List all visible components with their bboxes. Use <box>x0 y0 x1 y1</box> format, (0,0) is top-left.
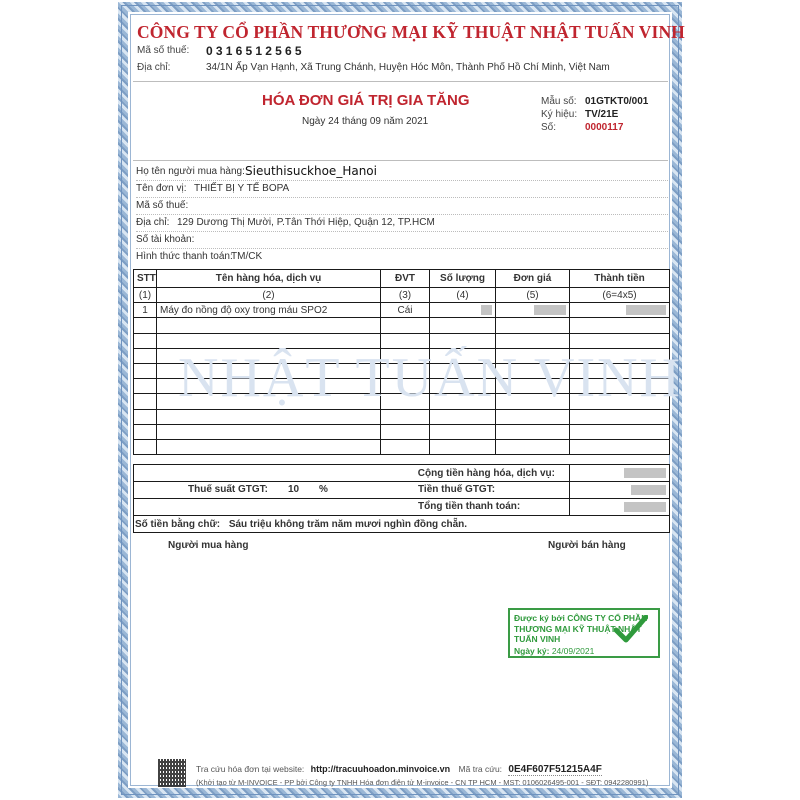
row-price <box>496 303 570 318</box>
buyer-tax-label: Mã số thuế: <box>136 200 189 211</box>
summary-table <box>133 464 670 533</box>
buyer-account-row <box>136 232 668 249</box>
total-row <box>134 499 670 516</box>
items-table <box>133 269 670 455</box>
buyer-name-value: Sieuthisuckhoe_Hanoi <box>245 164 377 178</box>
header-unit: ĐVT <box>381 270 430 288</box>
buyer-unit-label: Tên đơn vị: <box>136 183 187 194</box>
vat-cell <box>134 482 570 499</box>
symbol-label: Ký hiệu: <box>541 109 578 120</box>
buyer-name-label: Họ tên người mua hàng: <box>136 166 245 177</box>
empty-row <box>134 379 670 394</box>
vat-rate-unit: % <box>319 484 328 495</box>
divider <box>133 81 668 82</box>
empty-row <box>134 348 670 363</box>
buyer-signature-label: Người mua hàng <box>168 540 249 551</box>
in-words-value: Sáu triệu không trăm năm mươi nghìn đồng chẵn. <box>228 518 468 530</box>
header-name: Tên hàng hóa, dịch vụ <box>157 270 381 288</box>
row-unit: Cái <box>381 303 430 318</box>
empty-row <box>134 424 670 439</box>
lookup-code: 0E4F607F51215A4F <box>508 764 602 775</box>
subtotal-label: Cộng tiền hàng hóa, dịch vụ: <box>134 465 570 482</box>
form-label: Mẫu số: <box>541 96 577 107</box>
seller-address: 34/1N Ấp Vạn Hạnh, Xã Trung Chánh, Huyện Hóc Môn, Thành Phố Hồ Chí Minh, Việt Nam <box>206 62 610 73</box>
seller-signature-label: Người bán hàng <box>548 540 626 551</box>
redacted-subtotal <box>624 468 666 478</box>
in-words-label: Số tiền bằng chữ: <box>135 518 221 530</box>
colnum-5: (5) <box>496 288 570 303</box>
empty-row <box>134 439 670 454</box>
code-label: Mã tra cứu: <box>458 764 503 774</box>
buyer-unit-row <box>136 181 668 198</box>
invoice-title: HÓA ĐƠN GIÁ TRỊ GIA TĂNG <box>262 92 470 109</box>
form-value: 01GTKT0/001 <box>585 96 649 107</box>
redacted-qty <box>481 305 492 315</box>
empty-row <box>134 333 670 348</box>
number-label: Số: <box>541 122 557 133</box>
seller-address-label: Địa chỉ: <box>137 62 171 73</box>
colnum-2: (2) <box>157 288 381 303</box>
buyer-tax-row <box>136 198 668 215</box>
buyer-account-label: Số tài khoản: <box>136 234 195 245</box>
colnum-6: (6=4x5) <box>570 288 670 303</box>
invoice-number: 0000117 <box>585 122 624 133</box>
lookup-url[interactable]: http://tracuuhoadon.minvoice.vn <box>310 764 451 774</box>
table-header-row <box>134 270 670 288</box>
symbol-value: TV/21E <box>585 109 619 120</box>
header-price: Đơn giá <box>496 270 570 288</box>
buyer-payment-row <box>136 249 668 265</box>
lookup-line <box>196 764 602 775</box>
vat-amount-label: Tiền thuế GTGT: <box>418 484 496 495</box>
colnum-4: (4) <box>430 288 496 303</box>
buyer-address-value: 129 Dương Thị Mười, P.Tân Thới Hiệp, Quận 12, TP.HCM <box>177 217 435 228</box>
redacted-total <box>624 502 666 512</box>
empty-row <box>134 394 670 409</box>
digital-signature-stamp <box>508 608 660 658</box>
header-amount: Thành tiền <box>570 270 670 288</box>
divider <box>133 160 668 161</box>
row-amount <box>570 303 670 318</box>
checkmark-icon <box>614 615 648 643</box>
row-name: Máy đo nồng độ oxy trong máu SPO2 <box>157 303 381 318</box>
invoice-date: Ngày 24 tháng 09 năm 2021 <box>302 116 429 127</box>
empty-row <box>134 409 670 424</box>
in-words-cell <box>134 516 670 533</box>
provider-info: (Khởi tạo từ M-INVOICE - PP bởi Công ty TNHH Hóa đơn điện tử M-invoice - CN TP HCM - MST: 0106026495-001 - SĐT: 0942280991) <box>196 778 649 787</box>
vat-rate-label: Thuế suất GTGT: <box>188 484 268 495</box>
header-qty: Số lượng <box>430 270 496 288</box>
buyer-unit-value: THIẾT BỊ Y TẾ BOPA <box>194 183 290 194</box>
vat-rate-value: 10 <box>288 484 300 495</box>
total-value <box>570 499 670 516</box>
table-row <box>134 303 670 318</box>
in-words-row <box>134 516 670 533</box>
header-stt: STT <box>134 270 157 288</box>
subtotal-value <box>570 465 670 482</box>
redacted-price <box>534 305 566 315</box>
buyer-address-row <box>136 215 668 232</box>
vat-row <box>134 482 670 499</box>
buyer-name-row <box>136 164 668 181</box>
watermark: NHẬT TUẤN VINH <box>178 347 682 409</box>
redacted-amount <box>626 305 666 315</box>
stamp-date-label: Ngày ký: <box>514 645 550 656</box>
empty-row <box>134 363 670 378</box>
seller-tax-label: Mã số thuế: <box>137 45 190 56</box>
buyer-payment-label: Hình thức thanh toán: <box>136 251 233 262</box>
seller-tax-code: 0316512565 <box>206 44 305 58</box>
total-label: Tổng tiền thanh toán: <box>418 501 521 512</box>
stamp-date-value: 24/09/2021 <box>551 645 595 656</box>
subtotal-row <box>134 465 670 482</box>
seller-company-name: CÔNG TY CỔ PHẦN THƯƠNG MẠI KỸ THUẬT NHẬT TUẤN VINH <box>137 22 685 42</box>
redacted-vat <box>631 485 666 495</box>
buyer-address-label: Địa chỉ: <box>136 217 170 228</box>
row-qty <box>430 303 496 318</box>
vat-amount-value <box>570 482 670 499</box>
column-number-row <box>134 288 670 303</box>
buyer-payment-value: TM/CK <box>231 251 263 262</box>
qr-code-icon <box>158 759 186 787</box>
row-stt: 1 <box>134 303 157 318</box>
stamp-signed-by: Được ký bởi CÔNG TY CỔ PHẦN THƯƠNG MẠI KỸ THUẬT NHẬT TUẤN VINH <box>514 613 648 644</box>
empty-row <box>134 318 670 333</box>
colnum-1: (1) <box>134 288 157 303</box>
lookup-label: Tra cứu hóa đơn tại website: <box>196 764 305 774</box>
colnum-3: (3) <box>381 288 430 303</box>
total-cell <box>134 499 570 516</box>
